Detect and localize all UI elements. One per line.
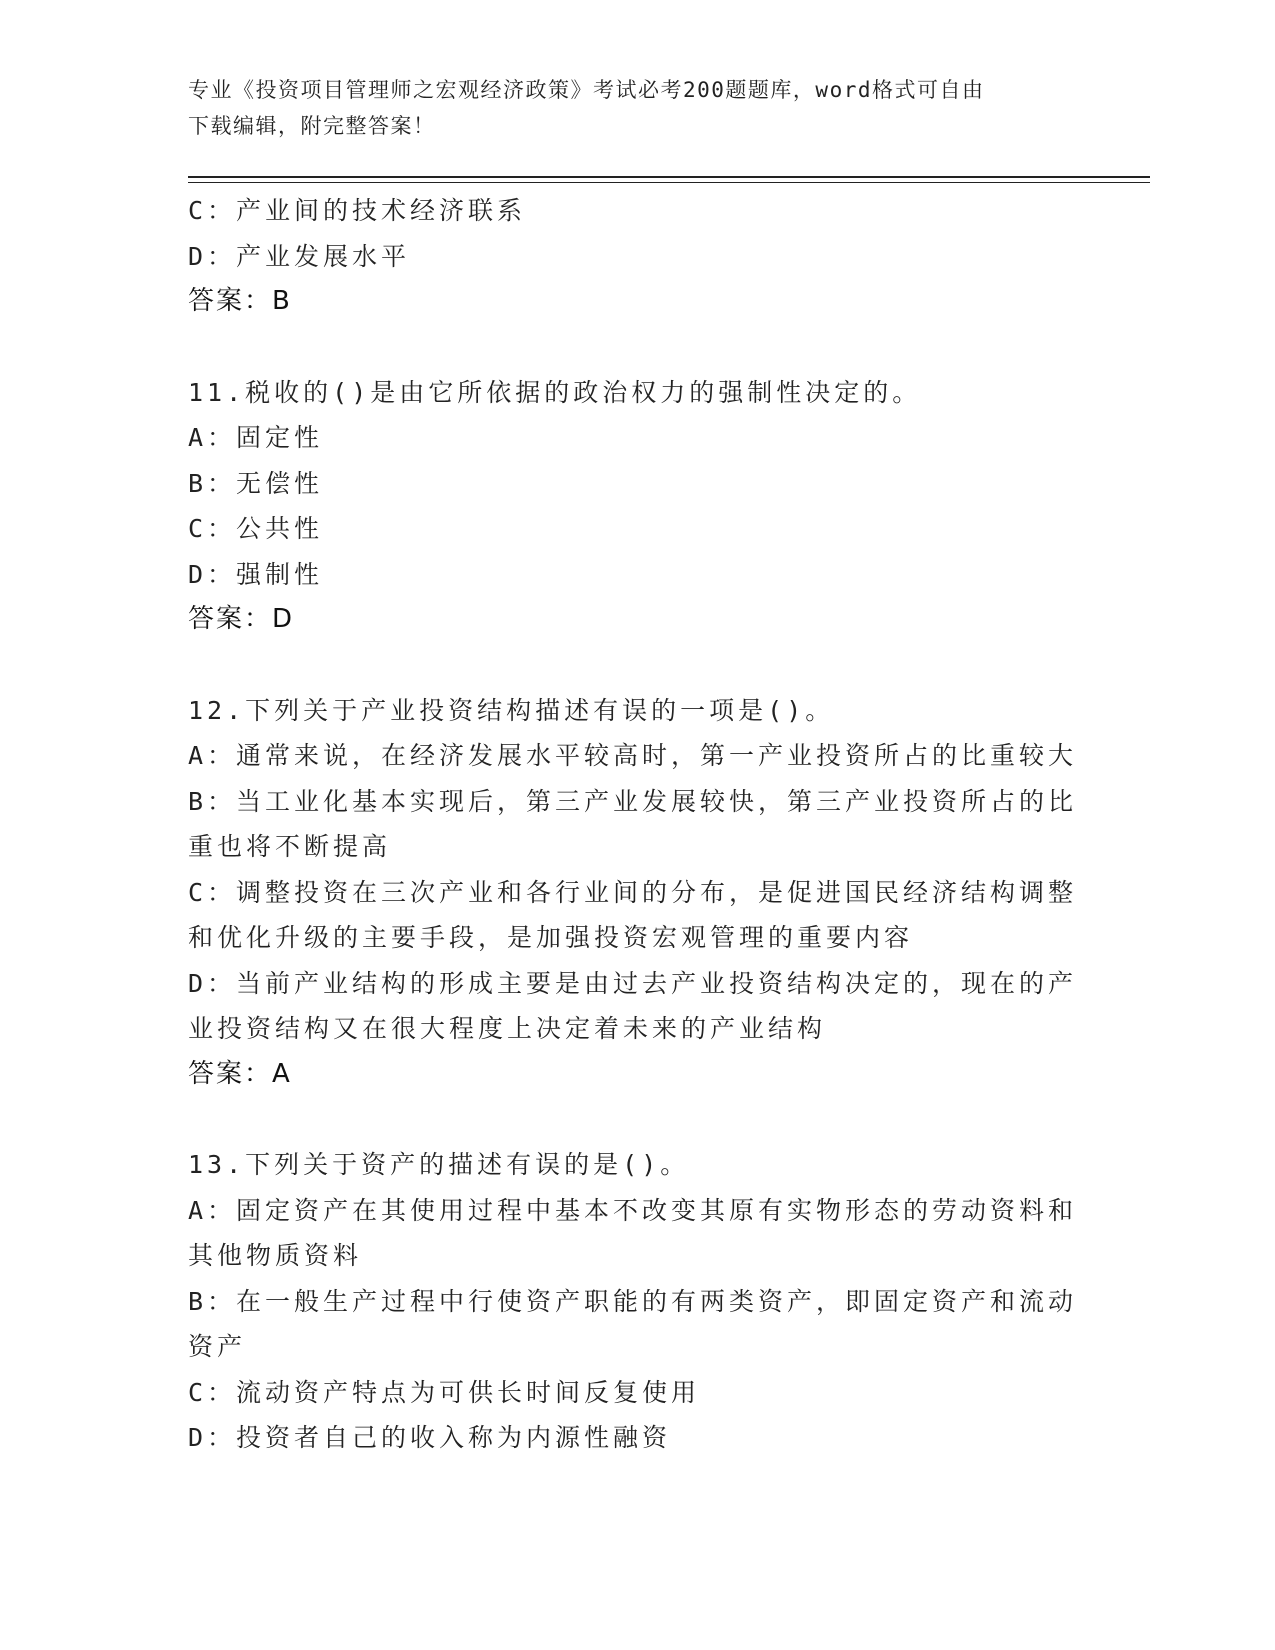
option-a: A：通常来说，在经济发展水平较高时，第一产业投资所占的比重较大 [188,741,1078,770]
option-c: C：流动资产特点为可供长时间反复使用 [188,1377,701,1407]
option-b-continued: 资产 [188,1332,247,1361]
answer-line: 答案：D [188,604,295,634]
option-c: C：公共性 [188,514,324,543]
spacer [188,1097,1078,1142]
option-c: C：产业间的技术经济联系 [188,196,527,225]
option-c-continued: 和优化升级的主要手段，是加强投资宏观管理的重要内容 [188,923,914,952]
question-stem: 13.下列关于资产的描述有误的是()。 [188,1150,690,1179]
option-d: D：强制性 [188,559,324,589]
spacer [188,325,1078,370]
option-b: B：在一般生产过程中行使资产职能的有两类资产，即固定资产和流动 [188,1286,1078,1316]
option-c: C：调整投资在三次产业和各行业间的分布，是促进国民经济结构调整 [188,877,1078,907]
question-stem: 12.下列关于产业投资结构描述有误的一项是()。 [188,695,835,725]
option-d: D：产业发展水平 [188,241,411,271]
option-d-continued: 业投资结构又在很大程度上决定着未来的产业结构 [188,1014,827,1043]
question-block-11 [188,370,1078,643]
answer-line: 答案：A [188,1058,292,1089]
document-header [188,72,1068,144]
answer-line: 答案：B [188,286,292,316]
question-block-prev [188,188,1078,325]
header-line-2: 下载编辑，附完整答案！ [188,114,436,138]
option-b: B：当工业化基本实现后，第三产业发展较快，第三产业投资所占的比 [188,786,1078,816]
header-line-1: 专业《投资项目管理师之宏观经济政策》考试必考200题题库，word格式可自由 [188,78,985,102]
option-d: D：当前产业结构的形成主要是由过去产业投资结构决定的，现在的产 [188,968,1078,998]
question-stem: 11.税收的()是由它所依据的政治权力的强制性决定的。 [188,377,922,407]
option-b: B：无偿性 [188,468,324,498]
question-list [188,188,1078,1461]
header-rule-thick [188,176,1150,178]
question-block-12 [188,688,1078,1098]
option-a: A：固定资产在其使用过程中基本不改变其原有实物形态的劳动资料和 [188,1195,1078,1225]
option-a-continued: 其他物质资料 [188,1241,363,1270]
option-a: A：固定性 [188,423,324,452]
option-b-continued: 重也将不断提高 [188,832,392,861]
option-d: D：投资者自己的收入称为内源性融资 [188,1423,672,1452]
spacer [188,643,1078,688]
question-block-13 [188,1142,1078,1461]
header-rule-thin [188,182,1150,183]
